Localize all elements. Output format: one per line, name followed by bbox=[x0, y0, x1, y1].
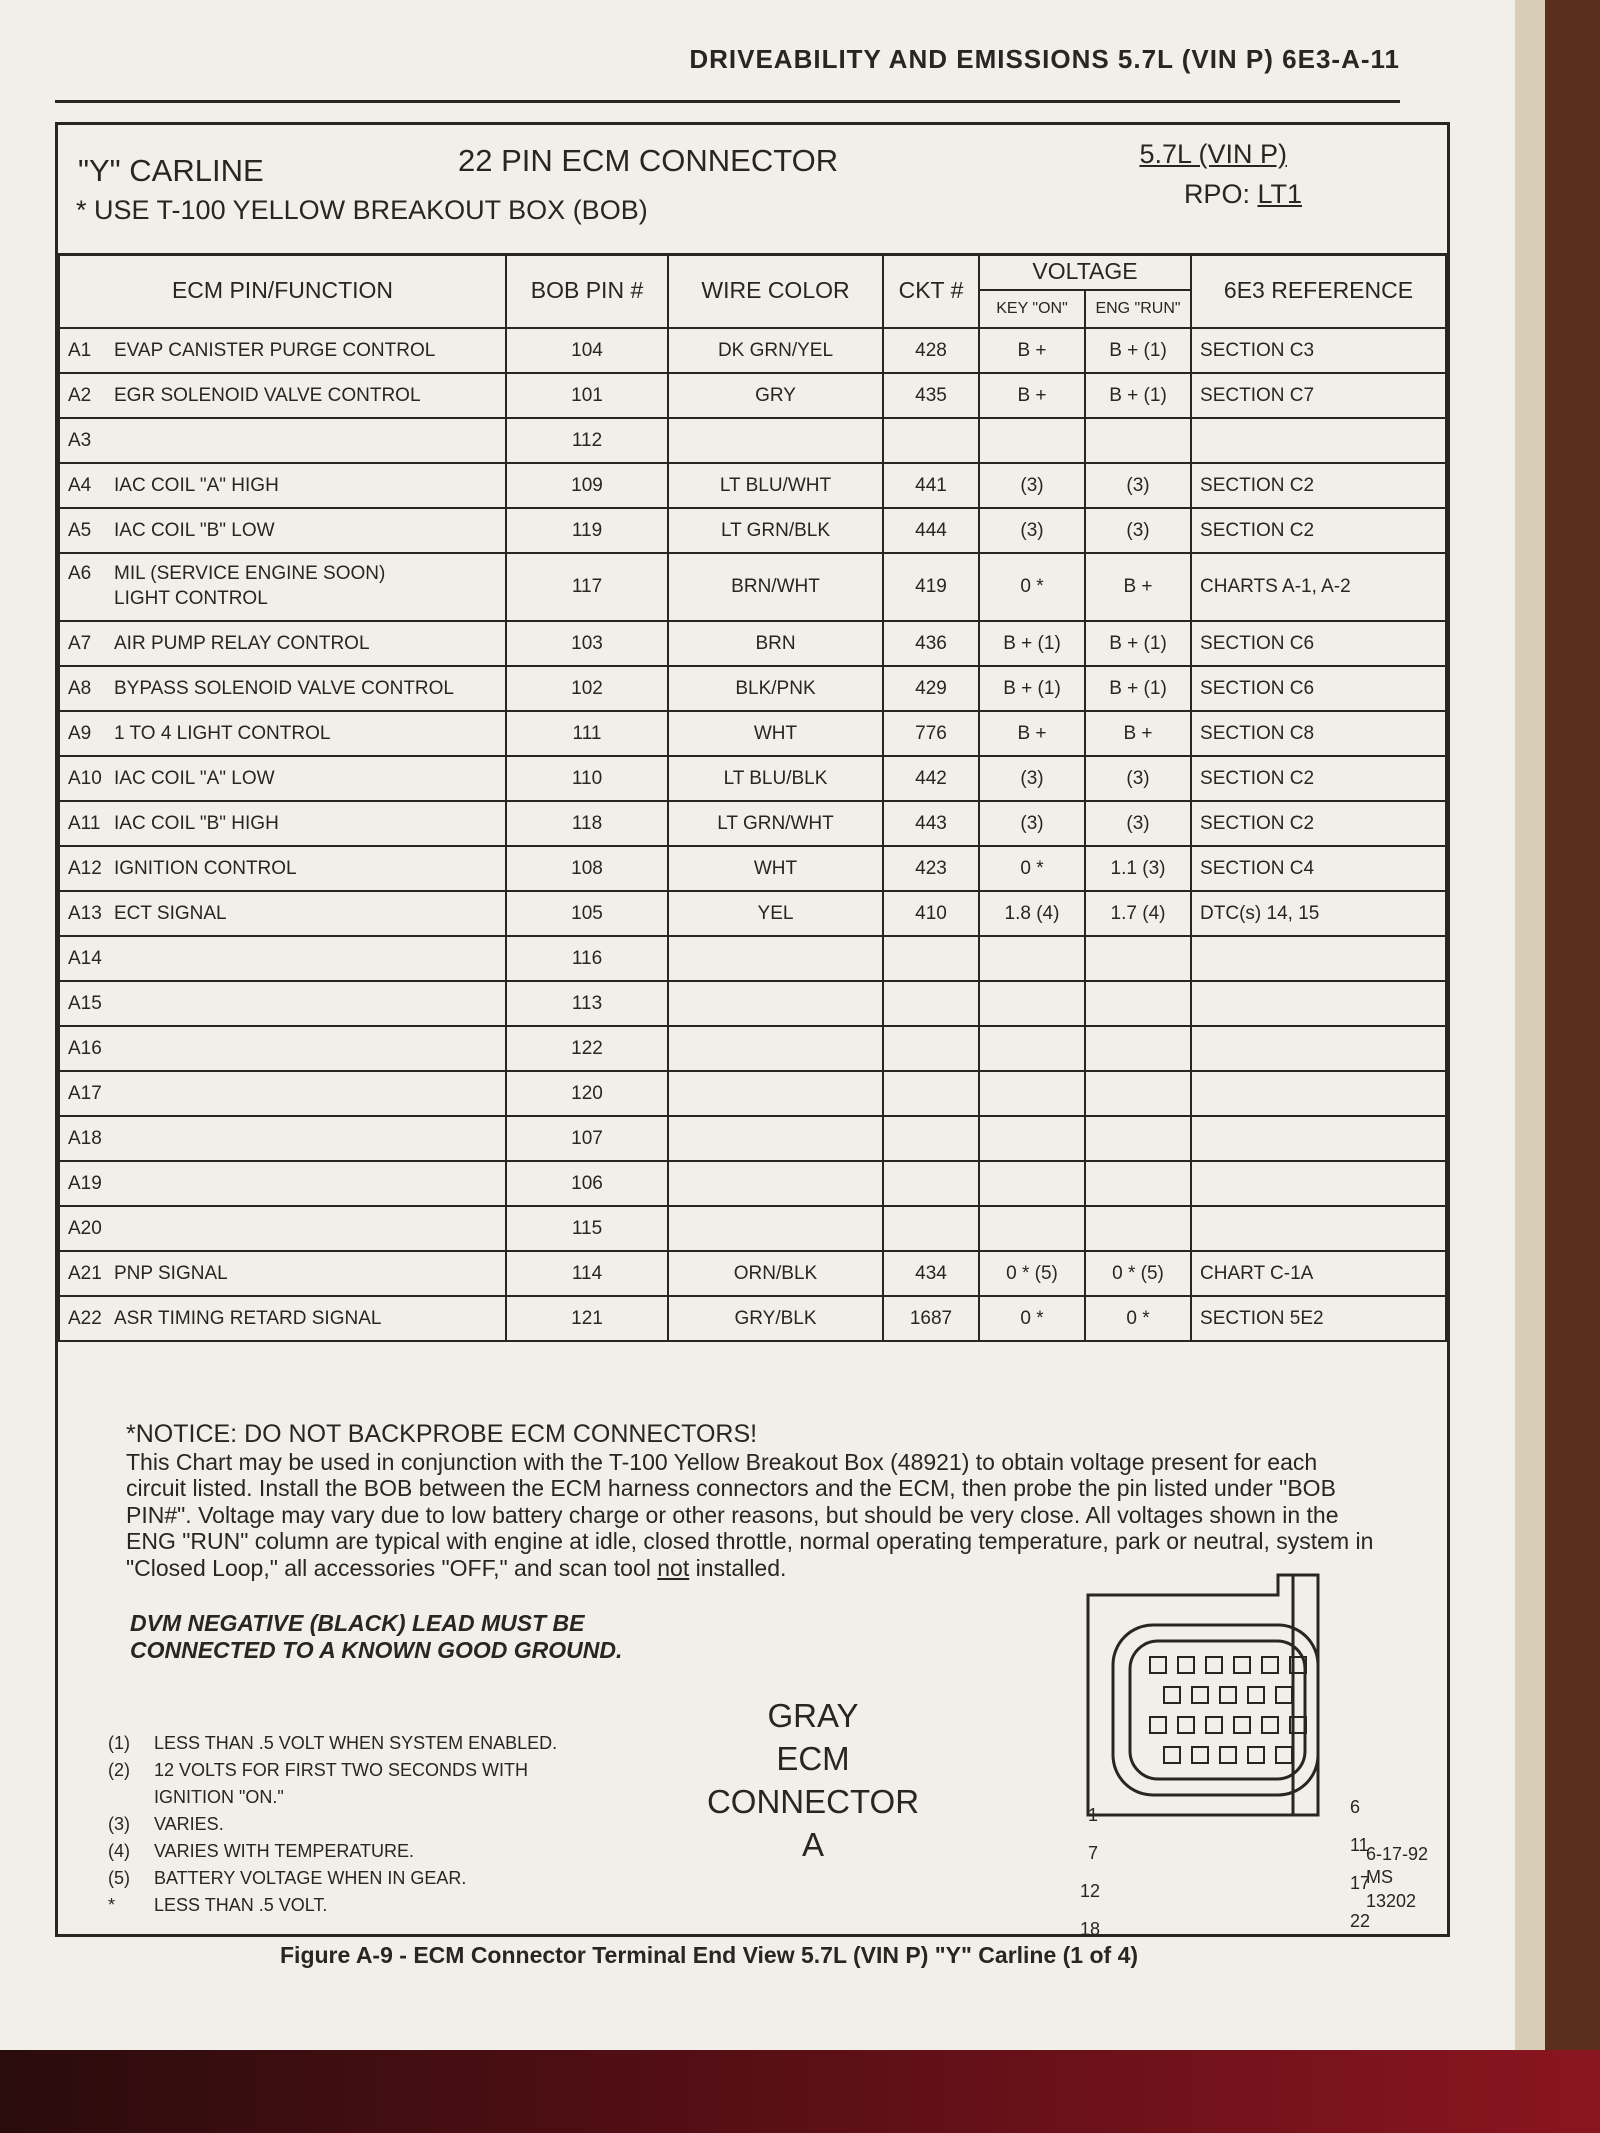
connector-label-line2: ECM bbox=[776, 1739, 850, 1777]
eng-run-cell: (3) bbox=[1085, 508, 1191, 553]
eng-run-cell: 1.1 (3) bbox=[1085, 846, 1191, 891]
reference-cell: SECTION C2 bbox=[1191, 756, 1446, 801]
wire-color-cell: LT BLU/WHT bbox=[668, 463, 883, 508]
pin-number: 6 bbox=[1350, 1797, 1361, 1817]
pin-function-cell: A6 MIL (SERVICE ENGINE SOON) LIGHT CONTROL bbox=[59, 553, 506, 621]
notice-body-end: installed. bbox=[689, 1554, 787, 1581]
bob-pin-cell: 104 bbox=[506, 328, 668, 373]
eng-run-cell: (3) bbox=[1085, 756, 1191, 801]
ckt-cell: 435 bbox=[883, 373, 979, 418]
key-on-cell: (3) bbox=[979, 508, 1085, 553]
bob-pin-cell: 115 bbox=[506, 1206, 668, 1251]
pin-number: 22 bbox=[1350, 1911, 1371, 1931]
rpo-label bbox=[1184, 179, 1302, 210]
key-on-cell: 0 * bbox=[979, 553, 1085, 621]
terminal-cavity bbox=[1192, 1687, 1208, 1703]
ckt-cell: 428 bbox=[883, 328, 979, 373]
pin-function-cell: A22 ASR TIMING RETARD SIGNAL bbox=[59, 1296, 506, 1341]
eng-run-cell: (3) bbox=[1085, 801, 1191, 846]
terminal-cavity bbox=[1248, 1747, 1264, 1763]
pin-function-cell: A16 bbox=[59, 1026, 506, 1071]
table-row bbox=[59, 1071, 1446, 1116]
reference-cell: SECTION 5E2 bbox=[1191, 1296, 1446, 1341]
eng-run-cell: B + (1) bbox=[1085, 373, 1191, 418]
bob-pin-cell: 106 bbox=[506, 1161, 668, 1206]
notice-body-underlined: not bbox=[657, 1554, 690, 1581]
terminal-cavity bbox=[1192, 1747, 1208, 1763]
ckt-cell bbox=[883, 936, 979, 981]
table-row bbox=[59, 711, 1446, 756]
ckt-cell: 444 bbox=[883, 508, 979, 553]
eng-run-cell bbox=[1085, 1071, 1191, 1116]
ckt-cell: 443 bbox=[883, 801, 979, 846]
col-ckt: CKT # bbox=[883, 254, 979, 328]
connector-label-line3: CONNECTOR A bbox=[706, 1782, 920, 1863]
bob-pin-cell: 120 bbox=[506, 1071, 668, 1116]
rpo-value: LT1 bbox=[1257, 179, 1302, 209]
wire-color-cell: YEL bbox=[668, 891, 883, 936]
reference-cell bbox=[1191, 418, 1446, 463]
key-on-cell bbox=[979, 936, 1085, 981]
ckt-cell: 429 bbox=[883, 666, 979, 711]
key-on-cell: (3) bbox=[979, 756, 1085, 801]
page-header: DRIVEABILITY AND EMISSIONS 5.7L (VIN P) 6E3-A-11 bbox=[689, 44, 1400, 74]
key-on-cell: 0 * bbox=[979, 846, 1085, 891]
key-on-cell: B + bbox=[979, 373, 1085, 418]
ms-number: MS 13202 bbox=[1366, 1867, 1417, 1911]
dvm-warning: DVM NEGATIVE (BLACK) LEAD MUST BE CONNECTED TO A KNOWN GOOD GROUND. bbox=[130, 1610, 623, 1663]
bob-pin-cell: 107 bbox=[506, 1116, 668, 1161]
bob-pin-cell: 110 bbox=[506, 756, 668, 801]
bob-pin-cell: 105 bbox=[506, 891, 668, 936]
carline-title: "Y" CARLINE bbox=[78, 153, 264, 188]
ckt-cell: 410 bbox=[883, 891, 979, 936]
terminal-cavity bbox=[1262, 1657, 1278, 1673]
eng-run-cell: B + bbox=[1085, 553, 1191, 621]
bob-pin-cell: 103 bbox=[506, 621, 668, 666]
bob-note: * USE T-100 YELLOW BREAKOUT BOX (BOB) bbox=[76, 195, 648, 225]
ckt-cell: 776 bbox=[883, 711, 979, 756]
reference-cell bbox=[1191, 1161, 1446, 1206]
wire-color-cell bbox=[668, 1116, 883, 1161]
pin-number: 1 bbox=[1088, 1805, 1099, 1825]
table-row bbox=[59, 801, 1446, 846]
terminal-cavity bbox=[1262, 1717, 1278, 1733]
key-on-cell: B + (1) bbox=[979, 621, 1085, 666]
chart-frame bbox=[55, 122, 1450, 1937]
footnote: (3) VARIES. bbox=[108, 1814, 224, 1834]
table-row bbox=[59, 1116, 1446, 1161]
key-on-cell: 0 * (5) bbox=[979, 1251, 1085, 1296]
reference-cell: CHARTS A-1, A-2 bbox=[1191, 553, 1446, 621]
pin-function-cell: A14 bbox=[59, 936, 506, 981]
ckt-cell bbox=[883, 981, 979, 1026]
key-on-cell: (3) bbox=[979, 463, 1085, 508]
table-row bbox=[59, 981, 1446, 1026]
bob-pin-cell: 108 bbox=[506, 846, 668, 891]
reference-cell bbox=[1191, 1116, 1446, 1161]
pin-number: 17 bbox=[1350, 1873, 1371, 1893]
col-voltage: VOLTAGE bbox=[979, 254, 1191, 290]
terminal-cavity bbox=[1150, 1717, 1166, 1733]
header-rule bbox=[55, 100, 1400, 103]
table-row bbox=[59, 328, 1446, 373]
notice-text bbox=[126, 1420, 1376, 1581]
eng-run-cell bbox=[1085, 981, 1191, 1026]
wire-color-cell bbox=[668, 418, 883, 463]
col-reference: 6E3 REFERENCE bbox=[1191, 254, 1446, 328]
reference-cell: SECTION C4 bbox=[1191, 846, 1446, 891]
col-pin-function: ECM PIN/FUNCTION bbox=[59, 254, 506, 328]
reference-cell: SECTION C2 bbox=[1191, 801, 1446, 846]
ckt-cell bbox=[883, 1206, 979, 1251]
bob-pin-cell: 116 bbox=[506, 936, 668, 981]
pin-function-cell: A5 IAC COIL "B" LOW bbox=[59, 508, 506, 553]
key-on-cell bbox=[979, 1161, 1085, 1206]
key-on-cell bbox=[979, 1026, 1085, 1071]
bob-pin-cell: 112 bbox=[506, 418, 668, 463]
eng-run-cell bbox=[1085, 1161, 1191, 1206]
terminal-cavity bbox=[1276, 1747, 1292, 1763]
bob-pin-cell: 111 bbox=[506, 711, 668, 756]
terminal-cavity bbox=[1234, 1717, 1250, 1733]
pin-function-cell: A10 IAC COIL "A" LOW bbox=[59, 756, 506, 801]
pin-function-cell: A20 bbox=[59, 1206, 506, 1251]
notice-body: This Chart may be used in conjunction with the T-100 Yellow Breakout Box (48921) to obtain voltage present for each circuit listed. Install the BOB between the ECM harness connectors and the ECM, then probe the pin listed under "BOB PIN#". Voltage may vary due to low battery charge or other reasons, but should be very close. All voltages shown in the ENG "RUN" column are typical with engine at idle, closed throttle, normal operating temperature, park or neutral, system in "Closed Loop," all accessories "OFF," and scan tool bbox=[126, 1448, 1374, 1581]
pin-function-cell: A3 bbox=[59, 418, 506, 463]
bob-pin-cell: 109 bbox=[506, 463, 668, 508]
reference-cell bbox=[1191, 936, 1446, 981]
col-bob-pin: BOB PIN # bbox=[506, 254, 668, 328]
table-row bbox=[59, 621, 1446, 666]
table-row bbox=[59, 1206, 1446, 1251]
table-row bbox=[59, 418, 1446, 463]
reference-cell: SECTION C3 bbox=[1191, 328, 1446, 373]
reference-cell: SECTION C6 bbox=[1191, 666, 1446, 711]
table-row bbox=[59, 463, 1446, 508]
reference-cell: SECTION C2 bbox=[1191, 508, 1446, 553]
eng-run-cell: 0 * (5) bbox=[1085, 1251, 1191, 1296]
key-on-cell: (3) bbox=[979, 801, 1085, 846]
bob-pin-cell: 122 bbox=[506, 1026, 668, 1071]
wire-color-cell bbox=[668, 1161, 883, 1206]
col-eng-run: ENG "RUN" bbox=[1085, 290, 1191, 328]
pin-function-cell: A7 AIR PUMP RELAY CONTROL bbox=[59, 621, 506, 666]
rpo-label-text: RPO: bbox=[1183, 179, 1250, 209]
connector-label bbox=[698, 1695, 928, 1867]
reference-cell: SECTION C8 bbox=[1191, 711, 1446, 756]
pin-function-cell: A19 bbox=[59, 1161, 506, 1206]
reference-cell: SECTION C6 bbox=[1191, 621, 1446, 666]
key-on-cell: B + bbox=[979, 711, 1085, 756]
eng-run-cell: B + bbox=[1085, 711, 1191, 756]
table-row bbox=[59, 1161, 1446, 1206]
wire-color-cell: DK GRN/YEL bbox=[668, 328, 883, 373]
key-on-cell: 0 * bbox=[979, 1296, 1085, 1341]
notice-heading: *NOTICE: DO NOT BACKPROBE ECM CONNECTORS! bbox=[126, 1420, 758, 1448]
eng-run-cell: (3) bbox=[1085, 463, 1191, 508]
pin-number: 11 bbox=[1350, 1835, 1369, 1855]
key-on-cell: B + bbox=[979, 328, 1085, 373]
wire-color-cell: GRY bbox=[668, 373, 883, 418]
pin-function-cell: A8 BYPASS SOLENOID VALVE CONTROL bbox=[59, 666, 506, 711]
ckt-cell bbox=[883, 1161, 979, 1206]
pin-number: 7 bbox=[1088, 1843, 1099, 1863]
table-row bbox=[59, 1026, 1446, 1071]
reference-cell: CHART C-1A bbox=[1191, 1251, 1446, 1296]
table-row bbox=[59, 846, 1446, 891]
wire-color-cell: GRY/BLK bbox=[668, 1296, 883, 1341]
pin-function-cell: A1 EVAP CANISTER PURGE CONTROL bbox=[59, 328, 506, 373]
bob-pin-cell: 101 bbox=[506, 373, 668, 418]
footnote: (2) 12 VOLTS FOR FIRST TWO SECONDS WITH bbox=[108, 1760, 529, 1780]
pin-function-cell: A13 ECT SIGNAL bbox=[59, 891, 506, 936]
footnote: (4) VARIES WITH TEMPERATURE. bbox=[108, 1841, 415, 1861]
pin-function-cell: A11 IAC COIL "B" HIGH bbox=[59, 801, 506, 846]
reference-cell bbox=[1191, 981, 1446, 1026]
pin-function-cell: A2 EGR SOLENOID VALVE CONTROL bbox=[59, 373, 506, 418]
wire-color-cell: ORN/BLK bbox=[668, 1251, 883, 1296]
pin-function-cell: A18 bbox=[59, 1116, 506, 1161]
reference-cell: SECTION C7 bbox=[1191, 373, 1446, 418]
table-row bbox=[59, 508, 1446, 553]
wire-color-cell bbox=[668, 1071, 883, 1116]
footnote: * LESS THAN .5 VOLT. bbox=[108, 1895, 328, 1915]
col-key-on: KEY "ON" bbox=[979, 290, 1085, 328]
revision-date bbox=[1366, 1843, 1447, 1913]
ckt-cell bbox=[883, 1116, 979, 1161]
wire-color-cell bbox=[668, 936, 883, 981]
pin-function-cell: A15 bbox=[59, 981, 506, 1026]
pin-function-cell: A17 bbox=[59, 1071, 506, 1116]
table-row bbox=[59, 756, 1446, 801]
terminal-cavity bbox=[1220, 1687, 1236, 1703]
eng-run-cell: 0 * bbox=[1085, 1296, 1191, 1341]
background-fabric bbox=[0, 2050, 1600, 2133]
terminal-cavity bbox=[1276, 1687, 1292, 1703]
wire-color-cell: LT BLU/BLK bbox=[668, 756, 883, 801]
table-row bbox=[59, 553, 1446, 621]
eng-run-cell: B + (1) bbox=[1085, 328, 1191, 373]
pin-function-cell: A12 IGNITION CONTROL bbox=[59, 846, 506, 891]
connector-title: 22 PIN ECM CONNECTOR bbox=[458, 143, 839, 178]
eng-run-cell bbox=[1085, 1206, 1191, 1251]
terminal-cavity bbox=[1248, 1687, 1264, 1703]
pin-function-cell: A9 1 TO 4 LIGHT CONTROL bbox=[59, 711, 506, 756]
reference-cell bbox=[1191, 1071, 1446, 1116]
pin-table bbox=[58, 253, 1447, 1342]
eng-run-cell bbox=[1085, 936, 1191, 981]
pin-function-cell: A4 IAC COIL "A" HIGH bbox=[59, 463, 506, 508]
bob-pin-cell: 118 bbox=[506, 801, 668, 846]
eng-run-cell: B + (1) bbox=[1085, 621, 1191, 666]
key-on-cell: 1.8 (4) bbox=[979, 891, 1085, 936]
ckt-cell: 441 bbox=[883, 463, 979, 508]
ckt-cell bbox=[883, 1026, 979, 1071]
terminal-cavity bbox=[1234, 1657, 1250, 1673]
bob-pin-cell: 113 bbox=[506, 981, 668, 1026]
ckt-cell: 434 bbox=[883, 1251, 979, 1296]
table-row bbox=[59, 666, 1446, 711]
terminal-cavity bbox=[1178, 1717, 1194, 1733]
eng-run-cell bbox=[1085, 1026, 1191, 1071]
connector-drawing bbox=[1068, 1565, 1368, 1825]
table-row bbox=[59, 373, 1446, 418]
title-block bbox=[58, 125, 1447, 256]
footnote: (1) LESS THAN .5 VOLT WHEN SYSTEM ENABLED. bbox=[108, 1733, 558, 1753]
terminal-cavity bbox=[1164, 1687, 1180, 1703]
terminal-cavity bbox=[1164, 1747, 1180, 1763]
footnotes bbox=[108, 1730, 728, 1919]
ckt-cell bbox=[883, 1071, 979, 1116]
key-on-cell bbox=[979, 1071, 1085, 1116]
ckt-cell: 1687 bbox=[883, 1296, 979, 1341]
ckt-cell: 423 bbox=[883, 846, 979, 891]
key-on-cell bbox=[979, 1206, 1085, 1251]
wire-color-cell: LT GRN/BLK bbox=[668, 508, 883, 553]
bob-pin-cell: 102 bbox=[506, 666, 668, 711]
figure-caption: Figure A-9 - ECM Connector Terminal End View 5.7L (VIN P) "Y" Carline (1 of 4) bbox=[280, 1942, 1139, 1968]
table-row bbox=[59, 1296, 1446, 1341]
eng-run-cell bbox=[1085, 1116, 1191, 1161]
date-text: 6-17-92 bbox=[1366, 1844, 1429, 1864]
table-row bbox=[59, 1251, 1446, 1296]
wire-color-cell: WHT bbox=[668, 711, 883, 756]
pin-number: 18 bbox=[1080, 1919, 1101, 1939]
eng-run-cell: B + (1) bbox=[1085, 666, 1191, 711]
wire-color-cell: BRN/WHT bbox=[668, 553, 883, 621]
connector-diagram bbox=[1068, 1565, 1371, 1939]
key-on-cell bbox=[979, 981, 1085, 1026]
bob-pin-cell: 121 bbox=[506, 1296, 668, 1341]
key-on-cell: B + (1) bbox=[979, 666, 1085, 711]
terminal-cavity bbox=[1150, 1657, 1166, 1673]
ckt-cell: 436 bbox=[883, 621, 979, 666]
ckt-cell: 442 bbox=[883, 756, 979, 801]
wire-color-cell bbox=[668, 1026, 883, 1071]
connector-label-line1: GRAY bbox=[767, 1697, 859, 1734]
bob-pin-cell: 117 bbox=[506, 553, 668, 621]
table-row bbox=[59, 936, 1446, 981]
pin-function-cell: A21 PNP SIGNAL bbox=[59, 1251, 506, 1296]
reference-cell bbox=[1191, 1206, 1446, 1251]
wire-color-cell bbox=[668, 1206, 883, 1251]
ckt-cell bbox=[883, 418, 979, 463]
terminal-cavity bbox=[1178, 1657, 1194, 1673]
terminal-cavity bbox=[1206, 1657, 1222, 1673]
table-row bbox=[59, 891, 1446, 936]
ckt-cell: 419 bbox=[883, 553, 979, 621]
wire-color-cell: BLK/PNK bbox=[668, 666, 883, 711]
reference-cell: DTC(s) 14, 15 bbox=[1191, 891, 1446, 936]
reference-cell bbox=[1191, 1026, 1446, 1071]
eng-run-cell: 1.7 (4) bbox=[1085, 891, 1191, 936]
pin-number: 12 bbox=[1080, 1881, 1101, 1901]
key-on-cell bbox=[979, 418, 1085, 463]
terminal-cavity bbox=[1206, 1717, 1222, 1733]
footnote-continuation: IGNITION "ON." bbox=[154, 1787, 284, 1807]
reference-cell: SECTION C2 bbox=[1191, 463, 1446, 508]
eng-run-cell bbox=[1085, 418, 1191, 463]
wire-color-cell: LT GRN/WHT bbox=[668, 801, 883, 846]
wire-color-cell: BRN bbox=[668, 621, 883, 666]
wire-color-cell: WHT bbox=[668, 846, 883, 891]
wire-color-cell bbox=[668, 981, 883, 1026]
col-wire-color: WIRE COLOR bbox=[668, 254, 883, 328]
bob-pin-cell: 114 bbox=[506, 1251, 668, 1296]
terminal-cavity bbox=[1220, 1747, 1236, 1763]
engine-label: 5.7L (VIN P) bbox=[1139, 139, 1287, 169]
key-on-cell bbox=[979, 1116, 1085, 1161]
bob-pin-cell: 119 bbox=[506, 508, 668, 553]
footnote: (5) BATTERY VOLTAGE WHEN IN GEAR. bbox=[108, 1868, 467, 1888]
